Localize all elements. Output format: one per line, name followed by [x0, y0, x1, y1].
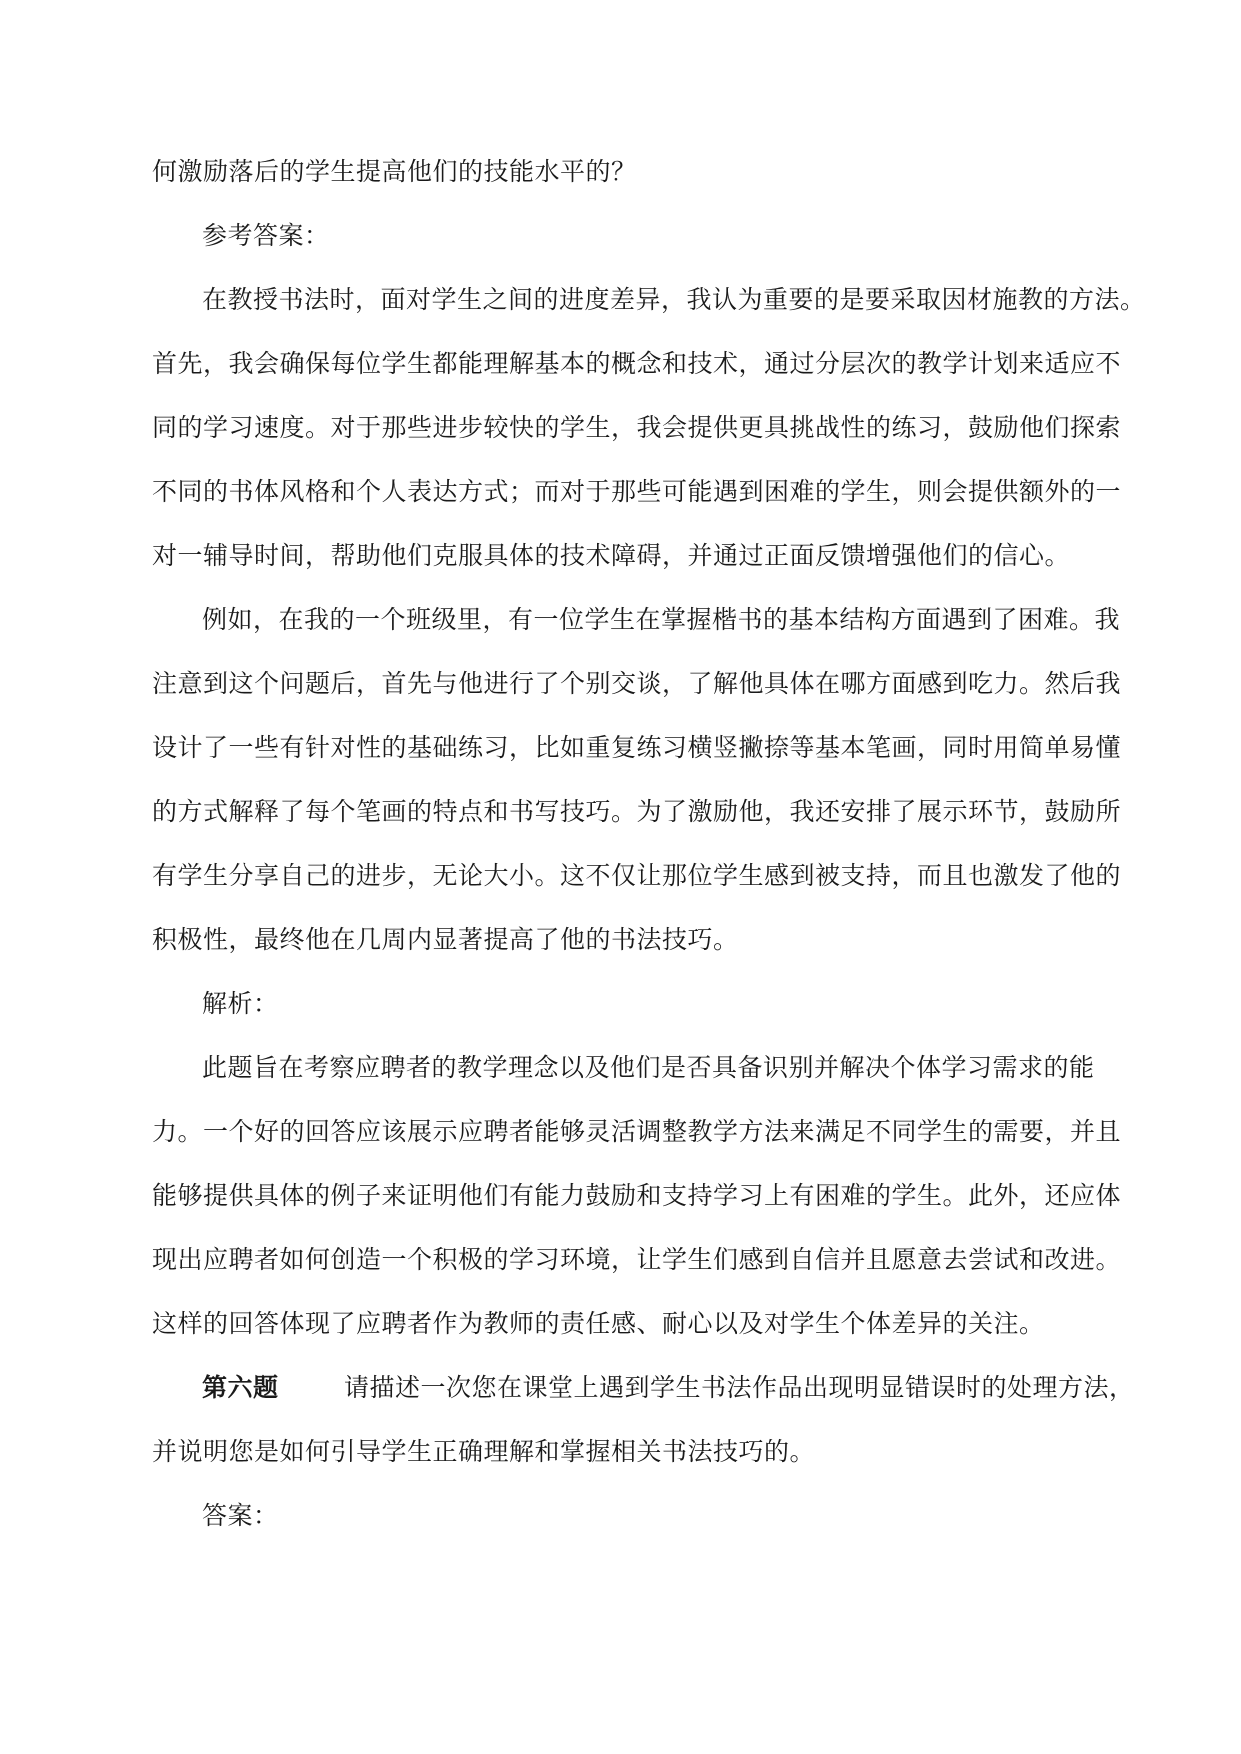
paragraph-line: 力。一个好的回答应该展示应聘者能够灵活调整教学方法来满足不同学生的需要，并且: [152, 1117, 1122, 1146]
answer-paragraph-1: [152, 268, 1146, 588]
analysis-heading: 解析：: [202, 989, 279, 1018]
paragraph-line: 对一辅导时间，帮助他们克服具体的技术障碍，并通过正面反馈增强他们的信心。: [152, 541, 1071, 570]
question-6-text: 请描述一次您在课堂上遇到学生书法作品出现明显错误时的处理方法，: [344, 1373, 1135, 1402]
paragraph-line: 此题旨在考察应聘者的教学理念以及他们是否具备识别并解决个体学习需求的能: [202, 1053, 1095, 1082]
paragraph-line: 现出应聘者如何创造一个积极的学习环境，让学生们感到自信并且愿意去尝试和改进。: [152, 1245, 1122, 1274]
analysis-paragraph: [152, 1036, 1122, 1356]
paragraph-line: 不同的书体风格和个人表达方式；而对于那些可能遇到困难的学生，则会提供额外的一: [152, 477, 1122, 506]
paragraph-line: 能够提供具体的例子来证明他们有能力鼓励和支持学习上有困难的学生。此外，还应体: [152, 1181, 1122, 1210]
question-continuation: 何激励落后的学生提高他们的技能水平的？: [152, 157, 637, 186]
paragraph-line: 并说明您是如何引导学生正确理解和掌握相关书法技巧的。: [152, 1437, 816, 1466]
answer-6-heading: 答案：: [202, 1501, 279, 1530]
paragraph-line: 有学生分享自己的进步，无论大小。这不仅让那位学生感到被支持，而且也激发了他的: [152, 861, 1122, 890]
document-page: [152, 140, 1146, 1548]
question-6-label: 第六题: [202, 1373, 279, 1402]
paragraph-line: 积极性，最终他在几周内显著提高了他的书法技巧。: [152, 925, 739, 954]
question-6: [152, 1356, 1135, 1484]
answer-paragraph-2: [152, 588, 1122, 972]
paragraph-line: 设计了一些有针对性的基础练习，比如重复练习横竖撇捺等基本笔画，同时用简单易懂: [152, 733, 1122, 762]
answer-heading: 参考答案：: [202, 221, 330, 250]
paragraph-line: 注意到这个问题后，首先与他进行了个别交谈，了解他具体在哪方面感到吃力。然后我: [152, 669, 1122, 698]
question-6-first-line: [152, 1356, 1135, 1420]
paragraph-line: 在教授书法时，面对学生之间的进度差异，我认为重要的是要采取因材施教的方法。: [202, 285, 1146, 314]
paragraph-line: 首先，我会确保每位学生都能理解基本的概念和技术，通过分层次的教学计划来适应不: [152, 349, 1122, 378]
paragraph-line: 的方式解释了每个笔画的特点和书写技巧。为了激励他，我还安排了展示环节，鼓励所: [152, 797, 1122, 826]
paragraph-line: 这样的回答体现了应聘者作为教师的责任感、耐心以及对学生个体差异的关注。: [152, 1309, 1045, 1338]
paragraph-line: 同的学习速度。对于那些进步较快的学生，我会提供更具挑战性的练习，鼓励他们探索: [152, 413, 1122, 442]
paragraph-line: 例如，在我的一个班级里，有一位学生在掌握楷书的基本结构方面遇到了困难。我: [202, 605, 1121, 634]
